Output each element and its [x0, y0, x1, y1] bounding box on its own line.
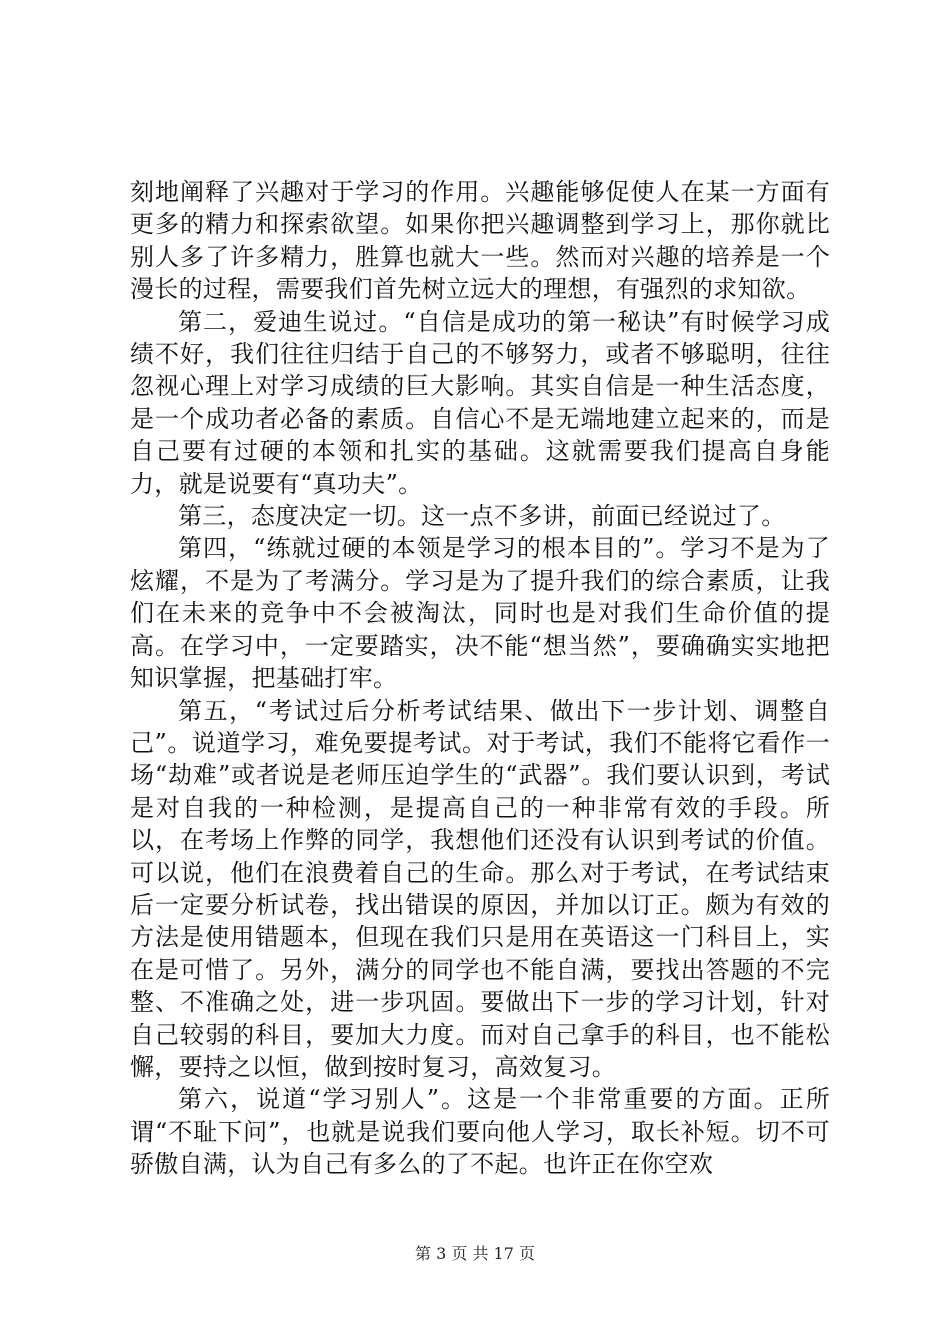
paragraph-5: 第五，“考试过后分析考试结果、做出下一步计划、调整自己”。说道学习，难免要提考试。对于考试，我们不能将它看作一场“劫难”或者说是老师压迫学生的“武器”。我们要认识到，考试是对自我的一种检测，是提高自己的一种非常有效的手段。所以，在考场上作弊的同学，我想他们还没有认识到考试的价值。可以说，他们在浪费着自己的生命。那么对于考试，在考试结束后一定要分析试卷，找出错误的原因，并加以订正。颇为有效的方法是使用错题本，但现在我们只是用在英语这一门科目上，实在是可惜了。另外，满分的同学也不能自满，要找出答题的不完整、不准确之处，进一步巩固。要做出下一步的学习计划，针对自己较弱的科目，要加大力度。而对自己拿手的科目，也不能松懈，要持之以恒，做到按时复习，高效复习。: [130, 696, 830, 1081]
paragraph-4: 第四，“练就过硬的本领是学习的根本目的”。学习不是为了炫耀，不是为了考满分。学习是为了提升我们的综合素质，让我们在未来的竞争中不会被淘汰，同时也是对我们生命价值的提高。在学习中，一定要踏实，决不能“想当然”，要确确实实地把知识掌握，把基础打牢。: [130, 534, 830, 693]
page-footer: [0, 1244, 950, 1264]
paragraph-6: 第六，说道“学习别人”。这是一个非常重要的方面。正所谓“不耻下问”，也就是说我们要向他人学习，取长补短。切不可骄傲自满，认为自己有多么的了不起。也许正在你空欢: [130, 1085, 830, 1179]
paragraph-2: 第二，爱迪生说过。“自信是成功的第一秘诀”有时候学习成绩不好，我们往往归结于自己的不够努力，或者不够聪明，往往忽视心理上对学习成绩的巨大影响。其实自信是一种生活态度，是一个成功者必备的素质。自信心不是无端地建立起来的，而是自己要有过硬的本领和扎实的基础。这就需要我们提高自身能力，就是说要有“真功夫”。: [130, 307, 830, 498]
body-text: [130, 176, 830, 1181]
page-number-label: 第 3 页 共 17 页: [415, 1244, 535, 1263]
paragraph-1: 刻地阐释了兴趣对于学习的作用。兴趣能够促使人在某一方面有更多的精力和探索欲望。如果你把兴趣调整到学习上，那你就比别人多了许多精力，胜算也就大一些。然而对兴趣的培养是一个漫长的过程，需要我们首先树立远大的理想，有强烈的求知欲。: [130, 178, 830, 304]
paragraph-3: 第三，态度决定一切。这一点不多讲，前面已经说过了。: [178, 502, 786, 531]
